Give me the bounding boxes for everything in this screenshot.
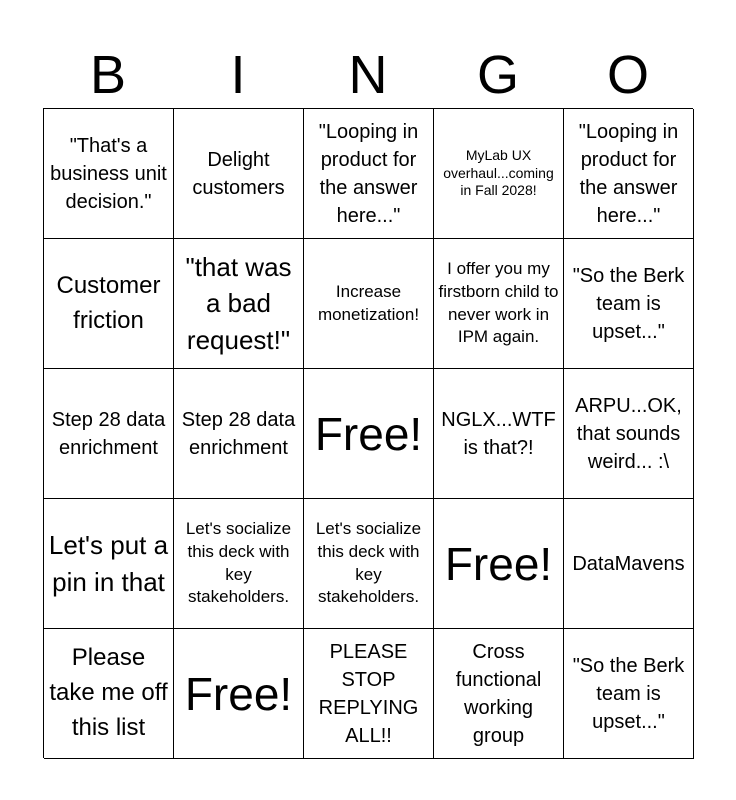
cell-text: I offer you my firstborn child to never work in IPM again.	[438, 258, 559, 347]
cell-text: Let's socialize this deck with key stakeholders.	[185, 518, 292, 607]
bingo-cell-r4-c1	[44, 499, 174, 629]
header-letter-i: I	[230, 45, 246, 105]
bingo-cell-r5-c5	[564, 629, 694, 759]
bingo-cell-r3-c5	[564, 369, 694, 499]
cell-text: Customer friction	[56, 271, 161, 334]
header-letter-o: O	[606, 45, 649, 105]
bingo-cell-r4-c2	[174, 499, 304, 629]
header-letter-n: N	[348, 45, 388, 105]
cell-text: DataMavens	[572, 552, 685, 575]
bingo-cell-r1-c2	[174, 109, 304, 239]
cell-text: ARPU...OK, that sounds weird... :\	[575, 394, 682, 473]
bingo-cell-r4-c3	[304, 499, 434, 629]
cell-text: Delight customers	[192, 148, 285, 199]
bingo-cell-r5-c4	[434, 629, 564, 759]
bingo-board	[43, 108, 693, 758]
bingo-cell-r4-c4-free	[434, 499, 564, 629]
cell-text: Step 28 data enrichment	[51, 408, 166, 459]
bingo-cell-r2-c2	[174, 239, 304, 369]
bingo-cell-r5-c2-free	[174, 629, 304, 759]
cell-text: Increase monetization!	[317, 281, 420, 324]
cell-text: "Looping in product for the answer here..."	[318, 120, 419, 227]
header-letter-b: B	[89, 45, 127, 105]
cell-text: PLEASE STOP REPLYING ALL!!	[318, 640, 419, 747]
free-space-text: Free!	[444, 537, 553, 590]
bingo-cell-r2-c1	[44, 239, 174, 369]
cell-text: "So the Berk team is upset..."	[572, 264, 685, 343]
cell-text: Cross functional working group	[455, 640, 542, 747]
free-space-text: Free!	[184, 667, 293, 720]
cell-text: "That's a business unit decision."	[50, 134, 167, 213]
bingo-cell-r5-c3	[304, 629, 434, 759]
bingo-cell-r1-c3	[304, 109, 434, 239]
cell-text: MyLab UX overhaul...coming in Fall 2028!	[443, 147, 554, 199]
bingo-cell-r4-c5	[564, 499, 694, 629]
bingo-cell-r2-c5	[564, 239, 694, 369]
cell-text: Please take me off this list	[49, 644, 168, 741]
cell-text: NGLX...WTF is that?!	[441, 408, 556, 459]
bingo-cell-r3-c3-free	[304, 369, 434, 499]
bingo-cell-r2-c4	[434, 239, 564, 369]
bingo-cell-r3-c1	[44, 369, 174, 499]
bingo-cell-r1-c1	[44, 109, 174, 239]
header-letter-g: G	[476, 45, 519, 105]
bingo-cell-r1-c4	[434, 109, 564, 239]
free-space-text: Free!	[314, 407, 423, 460]
bingo-header	[43, 44, 693, 106]
bingo-cell-r1-c5	[564, 109, 694, 239]
cell-text: Let's socialize this deck with key stakeholders.	[315, 518, 422, 607]
cell-text: "So the Berk team is upset..."	[572, 654, 685, 733]
bingo-cell-r3-c4	[434, 369, 564, 499]
cell-text: "that was a bad request!"	[185, 251, 292, 355]
cell-text: Let's put a pin in that	[48, 530, 169, 597]
cell-text: "Looping in product for the answer here..."	[578, 120, 679, 227]
bingo-cell-r2-c3	[304, 239, 434, 369]
cell-text: Step 28 data enrichment	[181, 408, 296, 459]
bingo-cell-r3-c2	[174, 369, 304, 499]
bingo-cell-r5-c1	[44, 629, 174, 759]
